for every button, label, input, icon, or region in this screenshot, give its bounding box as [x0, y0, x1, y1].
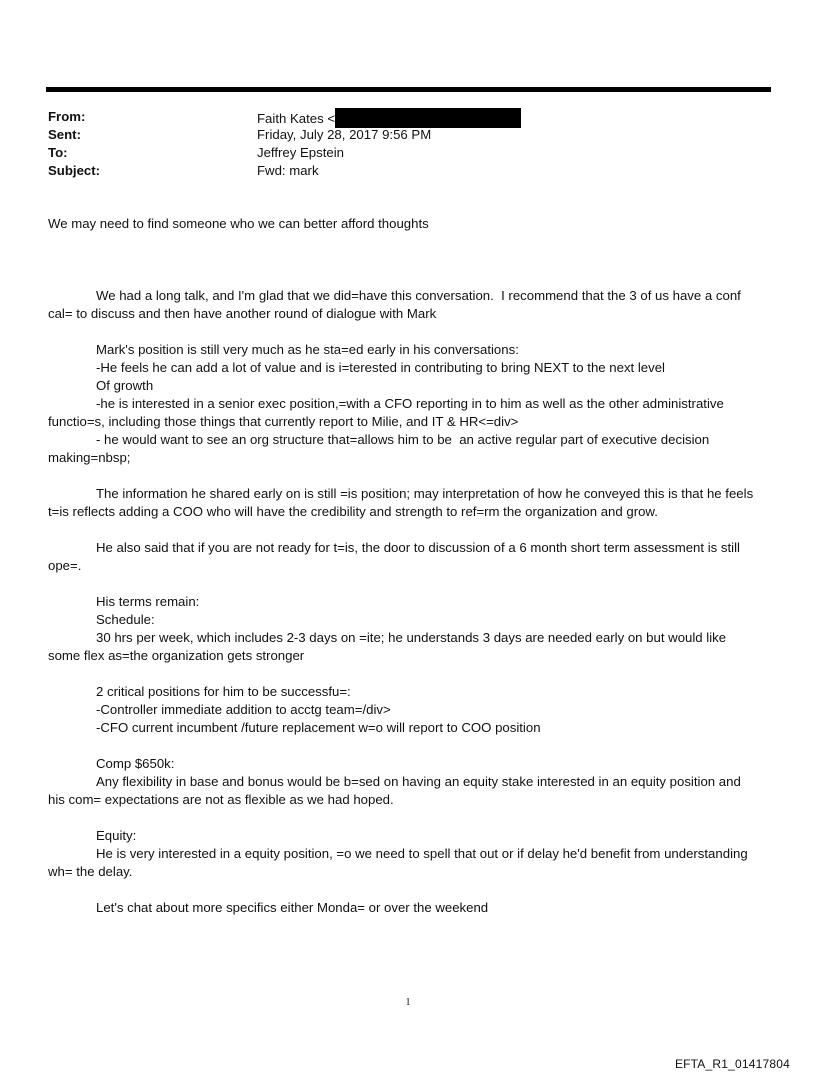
position-line-4: -he is interested in a senior exec position,=with a CFO reporting in to him as well as the other administrative functio=s, including those things that currently report to Milie, and IT & HR<=div>: [48, 396, 728, 429]
page-number: 1: [405, 997, 411, 1008]
from-row: [48, 108, 748, 126]
subject-row: [48, 162, 748, 180]
sent-label: Sent:: [48, 127, 81, 142]
to-row: [48, 144, 748, 162]
from-label: From:: [48, 109, 86, 124]
position-line-1: Mark's position is still very much as he sta=ed early in his conversations:: [96, 342, 519, 357]
paragraph-not-ready: He also said that if you are not ready for t=is, the door to discussion of a 6 month short term assessment is still ope=.: [48, 540, 744, 573]
critical-position-cfo: -CFO current incumbent /future replacement w=o will report to COO position: [96, 720, 541, 735]
to-value: Jeffrey Epstein: [257, 145, 344, 160]
subject-label: Subject:: [48, 163, 101, 178]
header-rule: [46, 87, 771, 92]
schedule-heading: Schedule:: [96, 612, 155, 627]
closing-line: Let's chat about more specifics either Monda= or over the weekend: [96, 900, 489, 915]
critical-positions-heading: 2 critical positions for him to be successfu=:: [96, 684, 351, 699]
to-label: To:: [48, 145, 68, 160]
comp-heading: Comp $650k:: [96, 756, 175, 771]
from-sender: Faith Kates <: [257, 111, 336, 126]
critical-position-controller: -Controller immediate addition to acctg team=/div>: [96, 702, 391, 717]
email-body: [48, 215, 760, 917]
bates-number: EFTA_R1_01417804: [674, 1057, 790, 1071]
equity-heading: Equity:: [96, 828, 137, 843]
email-header: [48, 108, 748, 180]
position-line-3: Of growth: [96, 378, 154, 393]
from-value: [257, 108, 521, 128]
equity-detail: He is very interested in a equity position, =o we need to spell that out or if delay he'd benefit from understanding wh= the delay.: [48, 846, 752, 879]
schedule-detail: 30 hrs per week, which includes 2-3 days on =ite; he understands 3 days are needed early on but would like some flex as=the organization gets stronger: [48, 630, 730, 663]
comp-detail: Any flexibility in base and bonus would be b=sed on having an equity stake interested in an equity position and his com= expectations are not as flexible as we had hoped.: [48, 774, 745, 807]
intro-line: We may need to find someone who we can better afford thoughts: [48, 216, 429, 231]
position-line-5: - he would want to see an org structure that=allows him to be an active regular part of executive decision making=nbsp;: [48, 432, 713, 465]
position-line-2: -He feels he can add a lot of value and is i=terested in contributing to bring NEXT to the next level: [96, 360, 665, 375]
paragraph-information: The information he shared early on is still =is position; may interpretation of how he conveyed this is that he feels t=is reflects adding a COO who will have the credibility and strength to ref=rm the organization and grow.: [48, 486, 757, 519]
terms-heading: His terms remain:: [96, 594, 200, 609]
sent-row: [48, 126, 748, 144]
redaction-box: [335, 108, 521, 128]
subject-value: Fwd: mark: [257, 163, 319, 178]
sent-value: Friday, July 28, 2017 9:56 PM: [257, 127, 432, 142]
paragraph-talk: We had a long talk, and I'm glad that we did=have this conversation. I recommend that the 3 of us have a conf cal= to discuss and then have another round of dialogue with Mark: [48, 288, 745, 321]
